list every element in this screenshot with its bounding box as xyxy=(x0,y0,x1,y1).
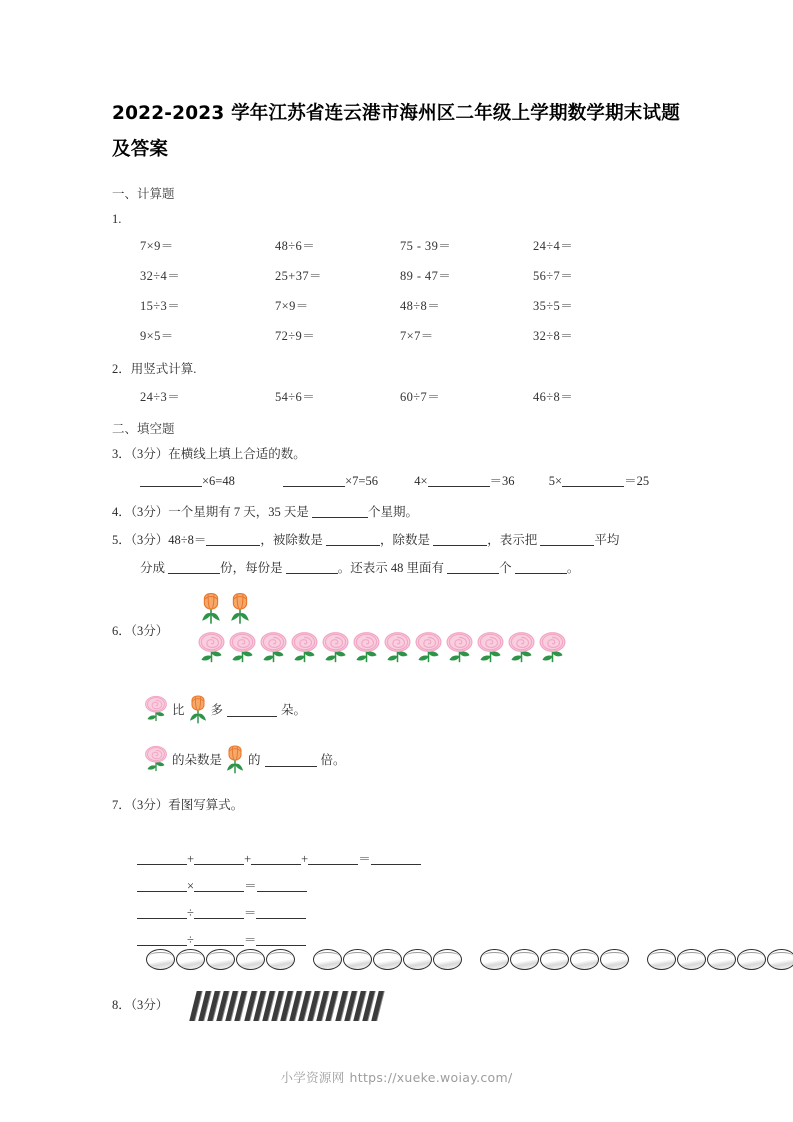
question-4-number: 4． xyxy=(112,505,131,519)
q6-tulip-group xyxy=(200,590,251,628)
q1-cell-r3c3: 48÷8＝ xyxy=(400,299,441,313)
q3-expr-4: ＝25 xyxy=(624,474,650,488)
rose-icon xyxy=(196,628,227,670)
q7-eq2-blank-3[interactable] xyxy=(257,878,307,892)
q6-rose-group xyxy=(196,628,568,670)
q7-eq2-blank-2[interactable] xyxy=(194,878,244,892)
oval-icon xyxy=(540,949,569,970)
tulip-icon xyxy=(229,590,251,628)
q6-blank-2[interactable] xyxy=(265,753,317,767)
q5-expr: 48÷8＝ xyxy=(168,533,207,547)
oval-icon xyxy=(677,949,706,970)
q6-l2-c: 倍。 xyxy=(320,753,346,767)
q7-eq4-blank-2[interactable] xyxy=(194,932,244,946)
q1-cell-r1c4: 24÷4＝ xyxy=(533,239,574,253)
question-7-header xyxy=(112,796,243,814)
oval-icon xyxy=(707,949,736,970)
q3-expr-2: ×7=56 xyxy=(345,474,378,488)
question-4-text-b: 个星期。 xyxy=(368,505,419,519)
q7-eq1-blank-5[interactable] xyxy=(371,851,421,865)
rose-icon xyxy=(351,628,382,670)
q7-eq2-blank-1[interactable] xyxy=(137,878,187,892)
q1-cell-r4c2: 72÷9＝ xyxy=(275,329,316,343)
question-6-header xyxy=(112,622,168,640)
question-3-number: 3． xyxy=(112,447,131,461)
q5-text-h: 。还表示 48 里面有 xyxy=(337,561,445,575)
q8-tally-diagram xyxy=(193,991,380,1021)
question-6-score: （3分） xyxy=(130,624,169,638)
q5-text-b: ，被除数是 xyxy=(260,533,323,547)
question-2-number: 2． xyxy=(112,362,131,376)
q5-blank-8[interactable] xyxy=(515,560,567,574)
rose-icon xyxy=(289,628,320,670)
q6-l2-b: 的 xyxy=(248,753,261,767)
oval-icon xyxy=(343,949,372,970)
oval-group xyxy=(647,949,793,970)
question-6-number: 6． xyxy=(112,624,131,638)
q3-blank-3[interactable] xyxy=(428,473,490,487)
q1-cell-r2c1: 32÷4＝ xyxy=(140,269,181,283)
oval-icon xyxy=(373,949,402,970)
question-8-score: （3分） xyxy=(130,998,169,1012)
q1-cell-r1c2: 48÷6＝ xyxy=(275,239,316,253)
section-heading-2: 二、填空题 xyxy=(112,422,175,436)
oval-icon xyxy=(206,949,235,970)
question-7-prompt: 看图写算式。 xyxy=(168,798,244,812)
q7-eq4-blank-3[interactable] xyxy=(256,932,306,946)
q7-eq1-op-1: + xyxy=(187,852,195,866)
q7-equation-2 xyxy=(137,877,307,895)
rose-icon xyxy=(413,628,444,670)
q5-blank-7[interactable] xyxy=(447,560,499,574)
question-4-text-a: 一个星期有 7 天，35 天是 xyxy=(168,505,309,519)
q2-item-1: 24÷3＝ xyxy=(140,390,181,404)
watermark-url: https://xueke.woiay.com/ xyxy=(349,1070,513,1085)
q5-text-c: ，除数是 xyxy=(380,533,431,547)
oval-icon xyxy=(433,949,462,970)
watermark-site-name: 小学资源网 xyxy=(280,1070,345,1085)
q6-l1-a: 比 xyxy=(172,703,185,717)
q6-l1-b: 多 xyxy=(210,703,224,717)
q7-eq1-blank-1[interactable] xyxy=(137,851,187,865)
q5-blank-1[interactable] xyxy=(206,532,260,546)
q7-eq1-blank-2[interactable] xyxy=(194,851,244,865)
q6-blank-1[interactable] xyxy=(227,703,277,717)
oval-icon xyxy=(403,949,432,970)
q7-equation-4 xyxy=(137,931,306,949)
question-6-line-2 xyxy=(140,744,346,776)
q1-cell-r3c4: 35÷5＝ xyxy=(533,299,574,313)
q5-blank-2[interactable] xyxy=(326,532,380,546)
q7-eq3-blank-2[interactable] xyxy=(194,905,244,919)
question-5-line-1 xyxy=(112,531,619,549)
oval-icon xyxy=(266,949,295,970)
rose-icon xyxy=(506,628,537,670)
q5-blank-3[interactable] xyxy=(433,532,487,546)
question-5-number: 5． xyxy=(112,533,131,547)
q3-blank-2[interactable] xyxy=(283,473,345,487)
q5-blank-4[interactable] xyxy=(540,532,594,546)
question-3-header xyxy=(112,445,306,463)
rose-icon xyxy=(382,628,413,670)
oval-icon xyxy=(767,949,793,970)
q6-l2-a: 的朵数是 xyxy=(172,753,223,767)
rose-icon xyxy=(320,628,351,670)
q3-expr-4-pre: 5× xyxy=(548,474,563,488)
rose-icon xyxy=(258,628,289,670)
q1-cell-r3c2: 7×9＝ xyxy=(275,299,309,313)
q3-blank-1[interactable] xyxy=(140,473,202,487)
q3-expr-3-pre: 4× xyxy=(414,474,428,488)
oval-group xyxy=(480,949,629,970)
question-3-score: （3分） xyxy=(130,447,169,461)
q7-eq4-blank-1[interactable] xyxy=(137,932,187,946)
oval-group xyxy=(146,949,295,970)
q4-blank-1[interactable] xyxy=(312,504,368,518)
question-7-number: 7． xyxy=(112,798,131,812)
tulip-icon xyxy=(188,694,208,726)
oval-icon xyxy=(176,949,205,970)
q3-blank-4[interactable] xyxy=(562,473,624,487)
q7-eq3-op-2: ＝ xyxy=(243,906,257,920)
oval-icon xyxy=(313,949,342,970)
oval-icon xyxy=(737,949,766,970)
question-4-score: （3分） xyxy=(130,505,169,519)
q1-cell-r2c4: 56÷7＝ xyxy=(533,269,574,283)
q7-eq4-op-2: ＝ xyxy=(243,933,257,947)
oval-icon xyxy=(236,949,265,970)
q5-text-f: 分成 xyxy=(140,561,166,575)
q5-text-d: ，表示把 xyxy=(487,533,538,547)
q1-cell-r2c3: 89 - 47＝ xyxy=(400,269,452,283)
q5-text-g: 份，每份是 xyxy=(220,561,283,575)
q1-cell-r4c4: 32÷8＝ xyxy=(533,329,574,343)
q1-cell-r4c1: 9×5＝ xyxy=(140,329,174,343)
rose-icon xyxy=(475,628,506,670)
question-8-number: 8． xyxy=(112,998,131,1012)
q2-item-4: 46÷8＝ xyxy=(533,390,574,404)
q2-item-3: 60÷7＝ xyxy=(400,390,441,404)
q1-cell-r4c3: 7×7＝ xyxy=(400,329,434,343)
tulip-icon xyxy=(225,744,245,776)
q5-blank-5[interactable] xyxy=(168,560,220,574)
q5-text-i: 个 xyxy=(499,561,512,575)
question-3-prompt: 在横线上填上合适的数。 xyxy=(168,447,306,461)
q7-eq1-op-3: + xyxy=(301,852,309,866)
q7-equation-3 xyxy=(137,904,306,922)
q7-eq2-op-2: ＝ xyxy=(244,879,257,893)
oval-icon xyxy=(570,949,599,970)
question-2-header xyxy=(112,360,196,378)
oval-icon xyxy=(510,949,539,970)
q3-expr-3: ＝36 xyxy=(489,474,515,488)
oval-icon xyxy=(647,949,676,970)
q3-expr-1: ×6=48 xyxy=(202,474,235,488)
question-5-score: （3分） xyxy=(130,533,169,547)
question-5-line-2 xyxy=(140,559,579,577)
q7-eq1-blank-3[interactable] xyxy=(251,851,301,865)
question-1-number: 1. xyxy=(112,212,122,226)
oval-icon xyxy=(480,949,509,970)
question-8-header xyxy=(112,996,168,1014)
oval-group xyxy=(313,949,462,970)
question-4 xyxy=(112,503,418,521)
q7-oval-diagram xyxy=(146,949,793,970)
q7-eq1-op-2: + xyxy=(244,852,252,866)
q1-cell-r2c2: 25+37＝ xyxy=(275,269,322,283)
q1-cell-r1c1: 7×9＝ xyxy=(140,239,174,253)
q7-equation-1 xyxy=(137,850,421,868)
q2-item-2: 54÷6＝ xyxy=(275,390,316,404)
q7-eq1-blank-4[interactable] xyxy=(308,851,358,865)
rose-icon xyxy=(537,628,568,670)
q7-eq4-op-1: ÷ xyxy=(187,933,194,947)
rose-icon xyxy=(143,694,169,726)
q7-eq1-op-4: ＝ xyxy=(358,852,371,866)
q1-cell-r3c1: 15÷3＝ xyxy=(140,299,181,313)
q7-eq3-op-1: ÷ xyxy=(187,906,194,920)
oval-icon xyxy=(600,949,629,970)
q7-eq3-blank-3[interactable] xyxy=(256,905,306,919)
q3-answer-row xyxy=(140,472,649,490)
question-6-line-1 xyxy=(140,694,306,726)
q7-eq2-op-1: × xyxy=(187,879,195,893)
rose-icon xyxy=(227,628,258,670)
question-2-prompt: 用竖式计算. xyxy=(130,362,197,376)
q7-eq3-blank-1[interactable] xyxy=(137,905,187,919)
question-7-score: （3分） xyxy=(130,798,169,812)
rose-icon xyxy=(444,628,475,670)
oval-icon xyxy=(146,949,175,970)
rose-icon xyxy=(143,744,169,776)
q5-text-e: 平均 xyxy=(594,533,620,547)
page-title: 2022-2023 学年江苏省连云港市海州区二年级上学期数学期末试题及答案 xyxy=(112,103,680,160)
tulip-icon xyxy=(200,590,222,628)
section-heading-1: 一、计算题 xyxy=(112,187,175,201)
q6-l1-c: 朵。 xyxy=(281,703,307,717)
q1-cell-r1c3: 75 - 39＝ xyxy=(400,239,452,253)
q5-text-j: 。 xyxy=(566,561,580,575)
footer-watermark xyxy=(0,1068,793,1086)
q5-blank-6[interactable] xyxy=(286,560,338,574)
